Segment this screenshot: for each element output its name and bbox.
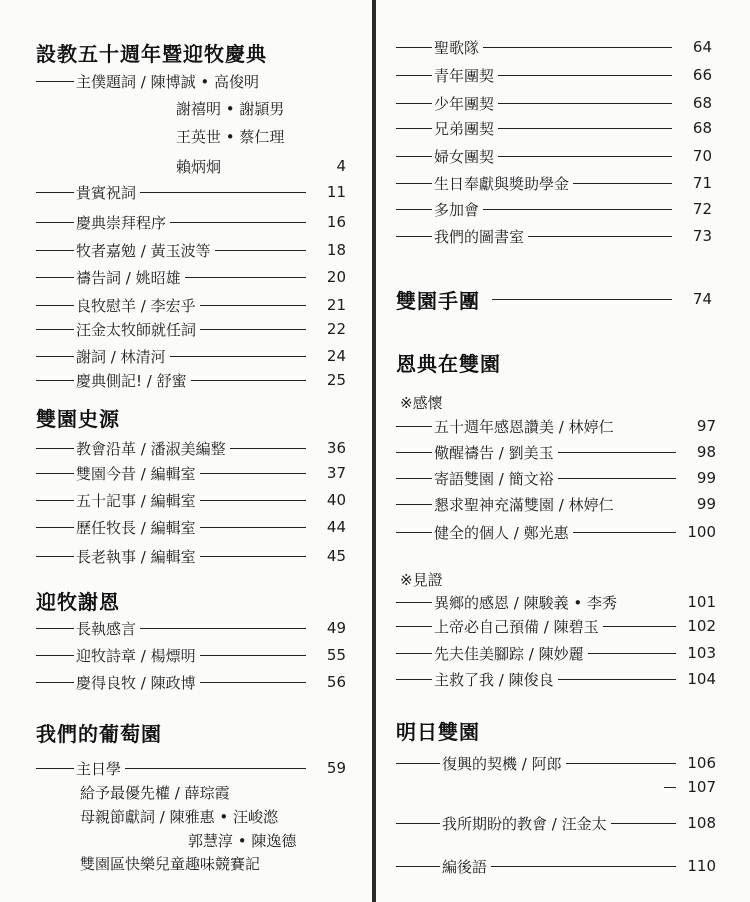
entry-label: 上帝必自己預備 / 陳碧玉 (434, 617, 599, 636)
entry-page: 72 (692, 200, 712, 218)
leader-line (483, 209, 672, 210)
section-title-history: 雙園史源 (36, 407, 120, 431)
leader-line (191, 380, 306, 381)
toc-entry[interactable] (36, 345, 346, 367)
entry-page: 64 (692, 38, 712, 56)
entry-page: 97 (696, 417, 716, 435)
entry-page: 70 (692, 147, 712, 165)
section-title-tomorrow: 明日雙園 (396, 720, 480, 744)
entry-label: 聖歌隊 (434, 38, 480, 57)
entry-label: 賴炳炯 (176, 157, 222, 176)
entry-page: 103 (687, 644, 716, 662)
leader-line (185, 277, 306, 278)
entry-page: 73 (692, 227, 712, 245)
entry-label: 禱告詞 / 姚昭雄 (76, 268, 181, 287)
toc-entry[interactable] (36, 462, 346, 484)
entry-continuation: 雙園區快樂兒童趣味競賽記 (80, 855, 261, 873)
leader-line (200, 556, 306, 557)
leader-line (573, 183, 672, 184)
toc-entry[interactable] (396, 668, 716, 690)
toc-entry[interactable] (396, 64, 712, 86)
toc-entry[interactable] (396, 467, 716, 489)
entry-label: 青年團契 (434, 66, 495, 85)
leader-line (200, 473, 306, 474)
leader-line (140, 192, 306, 193)
toc-entry[interactable] (36, 617, 346, 639)
entry-page: 40 (326, 491, 346, 509)
entry-page: 25 (326, 371, 346, 389)
entry-page: 66 (692, 66, 712, 84)
entry-label: 異鄉的感恩 / 陳駿義 • 李秀 (434, 593, 617, 612)
entry-label: 歷任牧長 / 編輯室 (76, 518, 196, 537)
toc-entry[interactable] (396, 172, 712, 194)
toc-entry[interactable] (396, 812, 716, 834)
entry-label: 編後語 (442, 857, 488, 876)
leader-line (170, 222, 306, 223)
subsection-reflections: ※感懷 (400, 394, 443, 412)
entry-label: 先夫佳美腳踪 / 陳妙麗 (434, 644, 584, 663)
entry-page: 110 (687, 857, 716, 875)
entry-label: 謝詞 / 林清河 (76, 347, 166, 366)
leader-line (498, 75, 672, 76)
entry-label: 儆醒禱告 / 劉美玉 (434, 443, 554, 462)
toc-entry[interactable] (396, 36, 712, 58)
toc-entry[interactable] (396, 855, 716, 877)
toc-entry[interactable] (396, 441, 716, 463)
leader-line (573, 532, 676, 533)
toc-entry[interactable] (36, 545, 346, 567)
toc-entry[interactable] (36, 437, 346, 459)
leader-line (492, 299, 672, 300)
entry-page: 107 (687, 778, 716, 796)
entry-label: 主僕題詞 / 陳博誠 • 高俊明 (76, 72, 259, 91)
toc-entry[interactable] (396, 521, 716, 543)
entry-label: 良牧慰羊 / 李宏乎 (76, 296, 196, 315)
toc-entry[interactable] (396, 117, 712, 139)
toc-entry[interactable] (36, 211, 346, 233)
toc-entry[interactable] (36, 671, 346, 693)
leader-line (215, 250, 306, 251)
entry-label: 貴賓祝詞 (76, 183, 137, 202)
entry-page: 49 (326, 619, 346, 637)
leader-line (611, 823, 676, 824)
leader-line (558, 679, 676, 680)
entry-page: 45 (326, 547, 346, 565)
entry-label: 牧者嘉勉 / 黃玉波等 (76, 241, 211, 260)
toc-entry[interactable] (36, 489, 346, 511)
toc-entry[interactable] (396, 591, 716, 613)
leader-line (200, 329, 306, 330)
entry-label: 慶典側記! / 舒蜜 (76, 371, 187, 390)
entry-label: 多加會 (434, 200, 480, 219)
toc-entry[interactable] (396, 92, 712, 114)
entry-label: 少年團契 (434, 94, 495, 113)
toc-entry[interactable] (36, 266, 346, 288)
toc-entry[interactable] (36, 318, 346, 340)
toc-left-column (0, 0, 368, 902)
leader-line (498, 103, 672, 104)
leader-line (603, 626, 676, 627)
entry-continuation: 給予最優先權 / 薛琮霞 (80, 784, 230, 802)
leader-line (588, 653, 676, 654)
toc-entry[interactable] (36, 757, 346, 779)
entry-page: 102 (687, 617, 716, 635)
entry-label: 雙園今昔 / 編輯室 (76, 464, 196, 483)
entry-continuation: 謝禧明 • 謝頴男 (176, 100, 285, 118)
entry-page: 36 (326, 439, 346, 457)
toc-entry[interactable] (36, 181, 346, 203)
entry-label: 我所期盼的教會 / 汪金太 (442, 814, 607, 833)
entry-page: 68 (692, 94, 712, 112)
leader-line (200, 500, 306, 501)
leader-line (200, 305, 306, 306)
leader-line (498, 156, 672, 157)
entry-label: 生日奉獻與獎助學金 (434, 174, 570, 193)
entry-label: 懇求聖神充滿雙園 / 林婷仁 (434, 495, 614, 514)
section-title-anniversary: 設教五十週年暨迎牧慶典 (36, 42, 267, 66)
entry-label: 復興的契機 / 阿郎 (442, 754, 562, 773)
entry-label: 慶典崇拜程序 (76, 213, 167, 232)
entry-page: 68 (692, 119, 712, 137)
entry-page: 101 (687, 593, 716, 611)
toc-entry[interactable] (396, 642, 716, 664)
leader-line (36, 81, 74, 82)
section-title-welcome-pastor: 迎牧謝恩 (36, 590, 120, 614)
leader-line (230, 448, 306, 449)
entry-label: 主救了我 / 陳俊良 (434, 670, 554, 689)
entry-label: 我們的圖書室 (434, 227, 525, 246)
toc-entry[interactable] (396, 225, 712, 247)
entry-label: 五十記事 / 編輯室 (76, 491, 196, 510)
toc-entry[interactable] (36, 369, 346, 391)
leader-line (200, 527, 306, 528)
leader-line (200, 682, 306, 683)
toc-entry[interactable] (36, 644, 346, 666)
toc-entry[interactable] (36, 239, 346, 261)
entry-continuation: 王英世 • 蔡仁理 (176, 128, 285, 146)
toc-entry[interactable] (36, 294, 346, 316)
leader-line (170, 356, 306, 357)
leader-line (498, 128, 672, 129)
toc-entry[interactable] (396, 493, 716, 515)
entry-label: 寄語雙園 / 簡文裕 (434, 469, 554, 488)
entry-label: 健全的個人 / 鄭光惠 (434, 523, 569, 542)
leader-line (140, 628, 306, 629)
entry-page: 55 (326, 646, 346, 664)
toc-entry[interactable] (36, 516, 346, 538)
entry-page: 21 (326, 296, 346, 314)
entry-page: 37 (326, 464, 346, 482)
entry-page: 56 (326, 673, 346, 691)
entry-page: 74 (692, 290, 712, 308)
entry-page: 4 (336, 157, 346, 175)
toc-right-column (380, 0, 750, 902)
entry-page: 98 (696, 443, 716, 461)
toc-entry[interactable] (36, 70, 356, 92)
section-title-grace: 恩典在雙園 (396, 352, 501, 376)
leader-line (125, 768, 306, 769)
leader-line (200, 655, 306, 656)
leader-line (558, 478, 676, 479)
toc-entry[interactable] (396, 145, 712, 167)
toc-entry[interactable] (396, 198, 712, 220)
entry-label: 長老執事 / 編輯室 (76, 547, 196, 566)
entry-page: 22 (326, 320, 346, 338)
leader-line (483, 47, 672, 48)
entry-label: 長執感言 (76, 619, 137, 638)
entry-label: 慶得良牧 / 陳政博 (76, 673, 196, 692)
entry-page: 20 (326, 268, 346, 286)
leader-line (491, 866, 676, 867)
entry-page: 100 (687, 523, 716, 541)
entry-page: 99 (696, 469, 716, 487)
entry-page: 16 (326, 213, 346, 231)
leader-line (566, 763, 676, 764)
toc-entry[interactable] (396, 752, 716, 774)
entry-page: 71 (692, 174, 712, 192)
entry-page: 18 (326, 241, 346, 259)
entry-label: 迎牧詩章 / 楊熛明 (76, 646, 196, 665)
toc-entry[interactable] (396, 776, 716, 798)
toc-entry-tail[interactable] (176, 155, 346, 177)
entry-label: 兄弟團契 (434, 119, 495, 138)
toc-entry[interactable] (396, 415, 716, 437)
entry-page: 59 (326, 759, 346, 777)
section-title-vineyard: 我們的葡萄園 (36, 722, 162, 746)
entry-continuation: 郭慧淳 • 陳逸德 (188, 832, 297, 850)
entry-page: 106 (687, 754, 716, 772)
leader-line (558, 452, 676, 453)
column-divider (372, 0, 376, 902)
entry-label: 婦女團契 (434, 147, 495, 166)
leader-line (528, 236, 672, 237)
entry-page: 44 (326, 518, 346, 536)
toc-section-entry[interactable] (396, 286, 712, 312)
entry-label: 教會沿革 / 潘淑美編整 (76, 439, 226, 458)
entry-label: 主日學 (76, 759, 122, 778)
entry-label: 汪金太牧師就任詞 (76, 320, 197, 339)
toc-entry[interactable] (396, 615, 716, 637)
entry-label: 五十週年感恩讚美 / 林婷仁 (434, 417, 614, 436)
entry-page: 24 (326, 347, 346, 365)
entry-page: 99 (696, 495, 716, 513)
entry-page: 108 (687, 814, 716, 832)
subsection-testimonies: ※見證 (400, 571, 443, 589)
entry-continuation: 母親節獻詞 / 陳雅惠 • 汪峻滺 (80, 808, 278, 826)
entry-page: 104 (687, 670, 716, 688)
entry-page: 11 (326, 183, 346, 201)
section-title-handbells: 雙園手團 (396, 288, 480, 313)
